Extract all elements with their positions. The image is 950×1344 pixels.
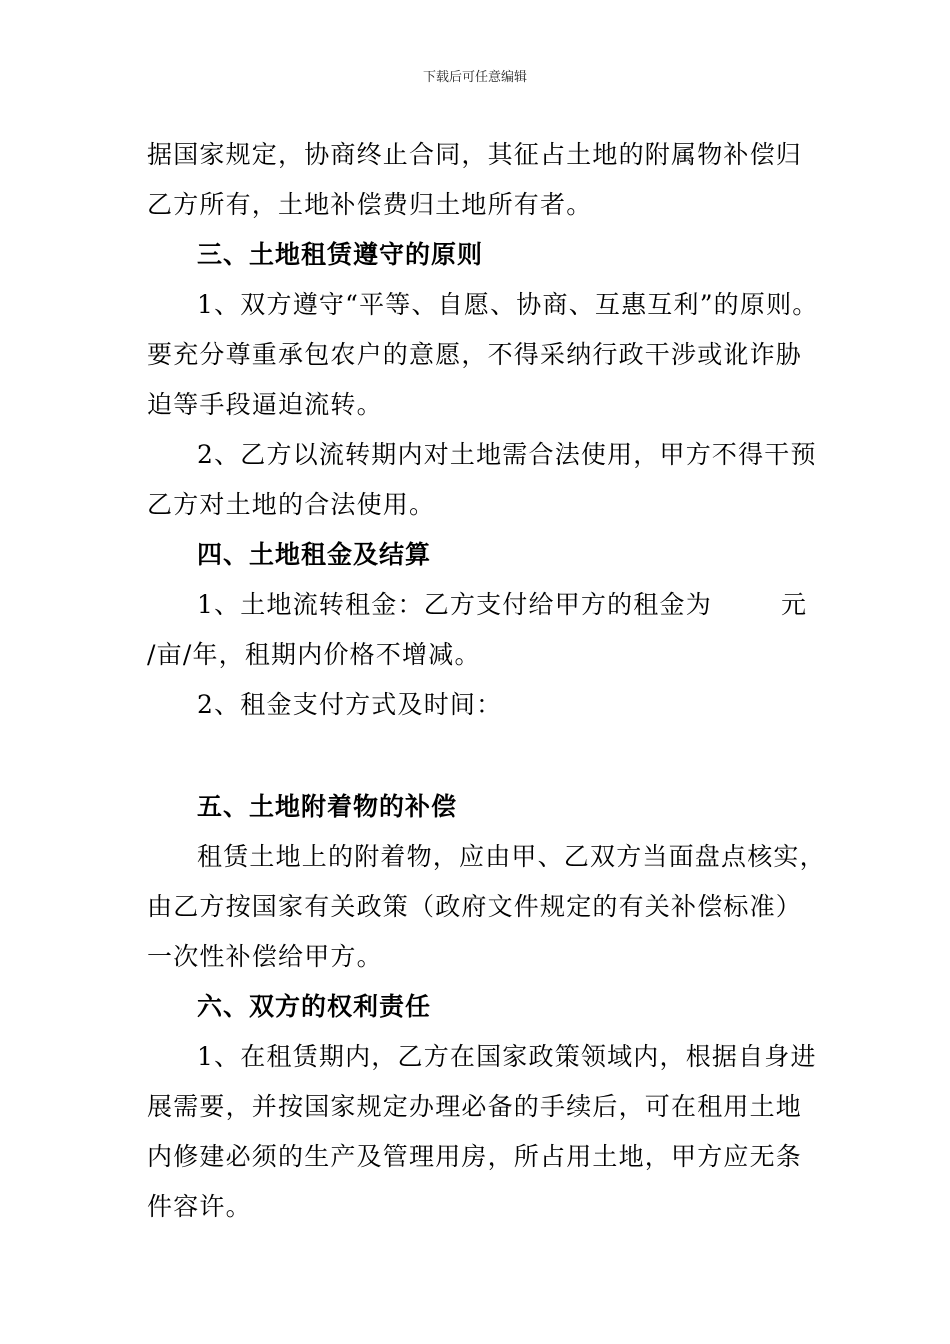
section-heading-3: 三、土地租赁遵守的原则 [197,240,484,269]
blank-space [147,730,812,782]
section-heading-4: 四、土地租金及结算 [197,540,432,569]
paragraph-line: 乙方所有，土地补偿费归土地所有者。 [147,190,593,219]
rent-text: 1、土地流转租金：乙方支付给甲方的租金为 [197,590,712,619]
paragraph-line: 据国家规定，协商终止合同，其征占土地的附属物补偿归 [147,140,803,169]
paragraph-line: 由乙方按国家有关政策（政府文件规定的有关补偿标准） [147,892,803,921]
paragraph-line: 要充分尊重承包农户的意愿，不得采纳行政干涉或讹诈胁 [147,340,803,369]
paragraph-line: 1、双方遵守“平等、自愿、协商、互惠互利”的原则。 [197,290,819,319]
paragraph-line: 迫等手段逼迫流转。 [147,390,383,419]
paragraph-line: 一次性补偿给甲方。 [147,942,383,971]
paragraph-line: /亩/年，租期内价格不增减。 [147,640,481,669]
paragraph-line: 2、租金支付方式及时间： [197,690,503,719]
document-body [147,130,826,1232]
paragraph-line: 展需要，并按国家规定办理必备的手续后，可在租用土地 [147,1092,803,1121]
rent-unit: 元 [781,590,808,619]
paragraph-line: 1、在租赁期内，乙方在国家政策领域内，根据自身进 [197,1042,817,1071]
section-heading-5: 五、土地附着物的补偿 [197,792,458,821]
paragraph-line: 2、乙方以流转期内对土地需合法使用，甲方不得干预 [197,440,817,469]
paragraph-line: 内修建必须的生产及管理用房，所占用土地，甲方应无条 [147,1142,803,1171]
paragraph-line: 件容许。 [147,1192,252,1221]
rent-line [147,580,812,630]
section-heading-6: 六、双方的权利责任 [197,992,432,1021]
paragraph-line: 乙方对土地的合法使用。 [147,490,436,519]
paragraph-line: 租赁土地上的附着物，应由甲、乙双方当面盘点核实， [197,842,826,871]
watermark-header: 下载后可任意编辑 [422,70,527,85]
